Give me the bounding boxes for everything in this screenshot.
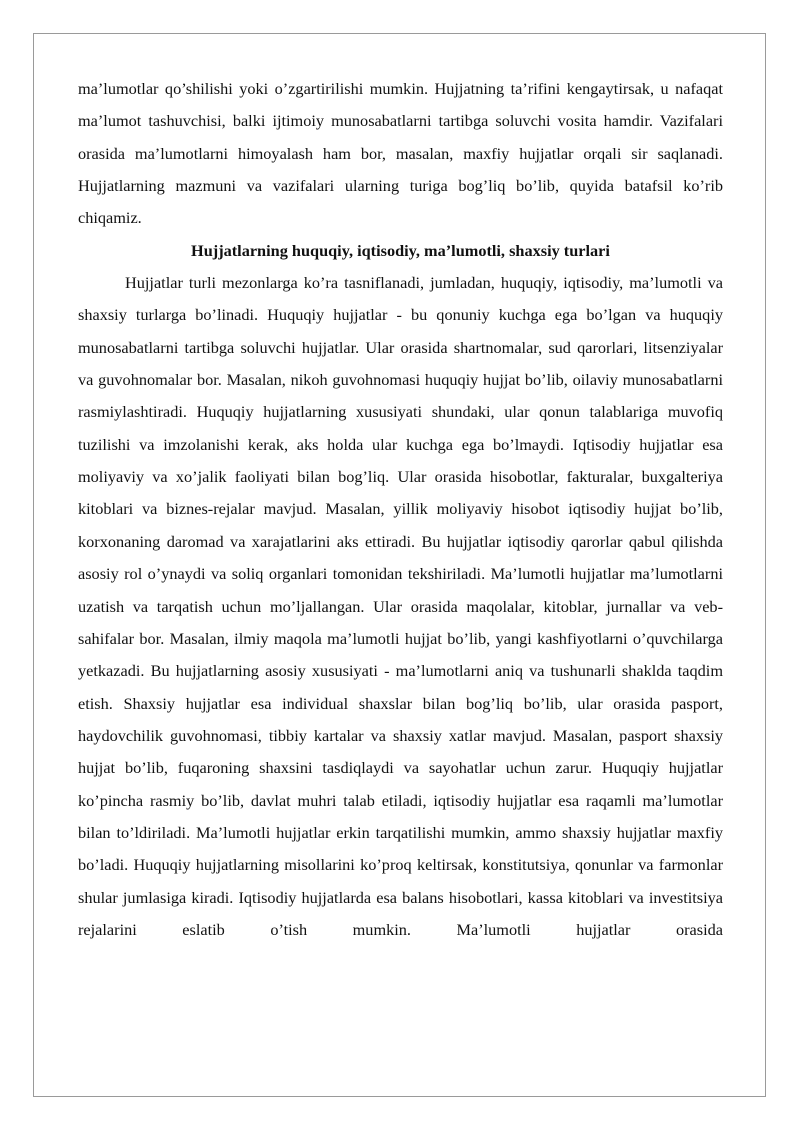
section-heading: Hujjatlarning huquqiy, iqtisodiy, ma’lumotli, shaxsiy turlari	[191, 240, 610, 260]
paragraph-intro: ma’lumotlar qo’shilishi yoki o’zgartirilishi mumkin. Hujjatning ta’rifini kengaytirsak, u nafaqat ma’lumot tashuvchisi, balki ijtimoiy munosabatlarni tartibga soluvchi vosita hamdir. Vazifalari orasida ma’lumotlarni himoyalash ham bor, masalan, maxfiy hujjatlar orqali sir saqlanadi. Hujjatlarning mazmuni va vazifalari ularning turiga bog’liq bo’lib, quyida batafsil ko’rib chiqamiz.	[78, 79, 723, 228]
document-body	[78, 73, 723, 946]
paragraph-document-types: Hujjatlar turli mezonlarga ko’ra tasniflanadi, jumladan, huquqiy, iqtisodiy, ma’lumotli va shaxsiy turlarga bo’linadi. Huquqiy hujjatlar - bu qonuniy kuchga ega bo’lgan va huquqiy munosabatlarni tartibga soluvchi hujjatlar. Ular orasida shartnomalar, sud qarorlari, litsenziyalar va guvohnomalar bor. Masalan, nikoh guvohnomasi huquqiy hujjat bo’lib, oilaviy munosabatlarni rasmiylashtiradi. Huquqiy hujjatlarning xususiyati shundaki, ular qonun talablariga muvofiq tuzilishi va imzolanishi kerak, aks holda ular kuchga ega bo’lmaydi. Iqtisodiy hujjatlar esa moliyaviy va xo’jalik faoliyati bilan bog’liq. Ular orasida hisobotlar, fakturalar, buxgalteriya kitoblari va biznes-rejalar mavjud. Masalan, yillik moliyaviy hisobot iqtisodiy hujjat bo’lib, korxonaning daromad va xarajatlarini aks ettiradi. Bu hujjatlar iqtisodiy qarorlar qabul qilishda asosiy rol o’ynaydi va soliq organlari tomonidan tekshiriladi. Ma’lumotli hujjatlar ma’lumotlarni uzatish va tarqatish uchun mo’ljallangan. Ular orasida maqolalar, kitoblar, jurnallar va veb-sahifalar bor. Masalan, ilmiy maqola ma’lumotli hujjat bo’lib, yangi kashfiyotlarni o’quvchilarga yetkazadi. Bu hujjatlarning asosiy xususiyati - ma’lumotlarni aniq va tushunarli shaklda taqdim etish. Shaxsiy hujjatlar esa individual shaxslar bilan bog’liq bo’lib, ular orasida pasport, haydovchilik guvohnomasi, tibbiy kartalar va shaxsiy xatlar mavjud. Masalan, pasport shaxsiy hujjat bo’lib, fuqaroning shaxsini tasdiqlaydi va sayohatlar uchun zarur. Huquqiy hujjatlar ko’pincha rasmiy bo’lib, davlat muhri talab etiladi, iqtisodiy hujjatlar esa raqamli ma’lumotlar bilan to’ldiriladi. Ma’lumotli hujjatlar erkin tarqatilishi mumkin, ammo shaxsiy hujjatlar maxfiy bo’ladi. Huquqiy hujjatlarning misollarini ko’proq keltirsak, konstitutsiya, qonunlar va farmonlar shular jumlasiga kiradi. Iqtisodiy hujjatlarda esa balans hisobotlari, kassa kitoblari va investitsiya rejalarini eslatib o’tish mumkin. Ma’lumotli hujjatlar orasida	[78, 273, 723, 939]
